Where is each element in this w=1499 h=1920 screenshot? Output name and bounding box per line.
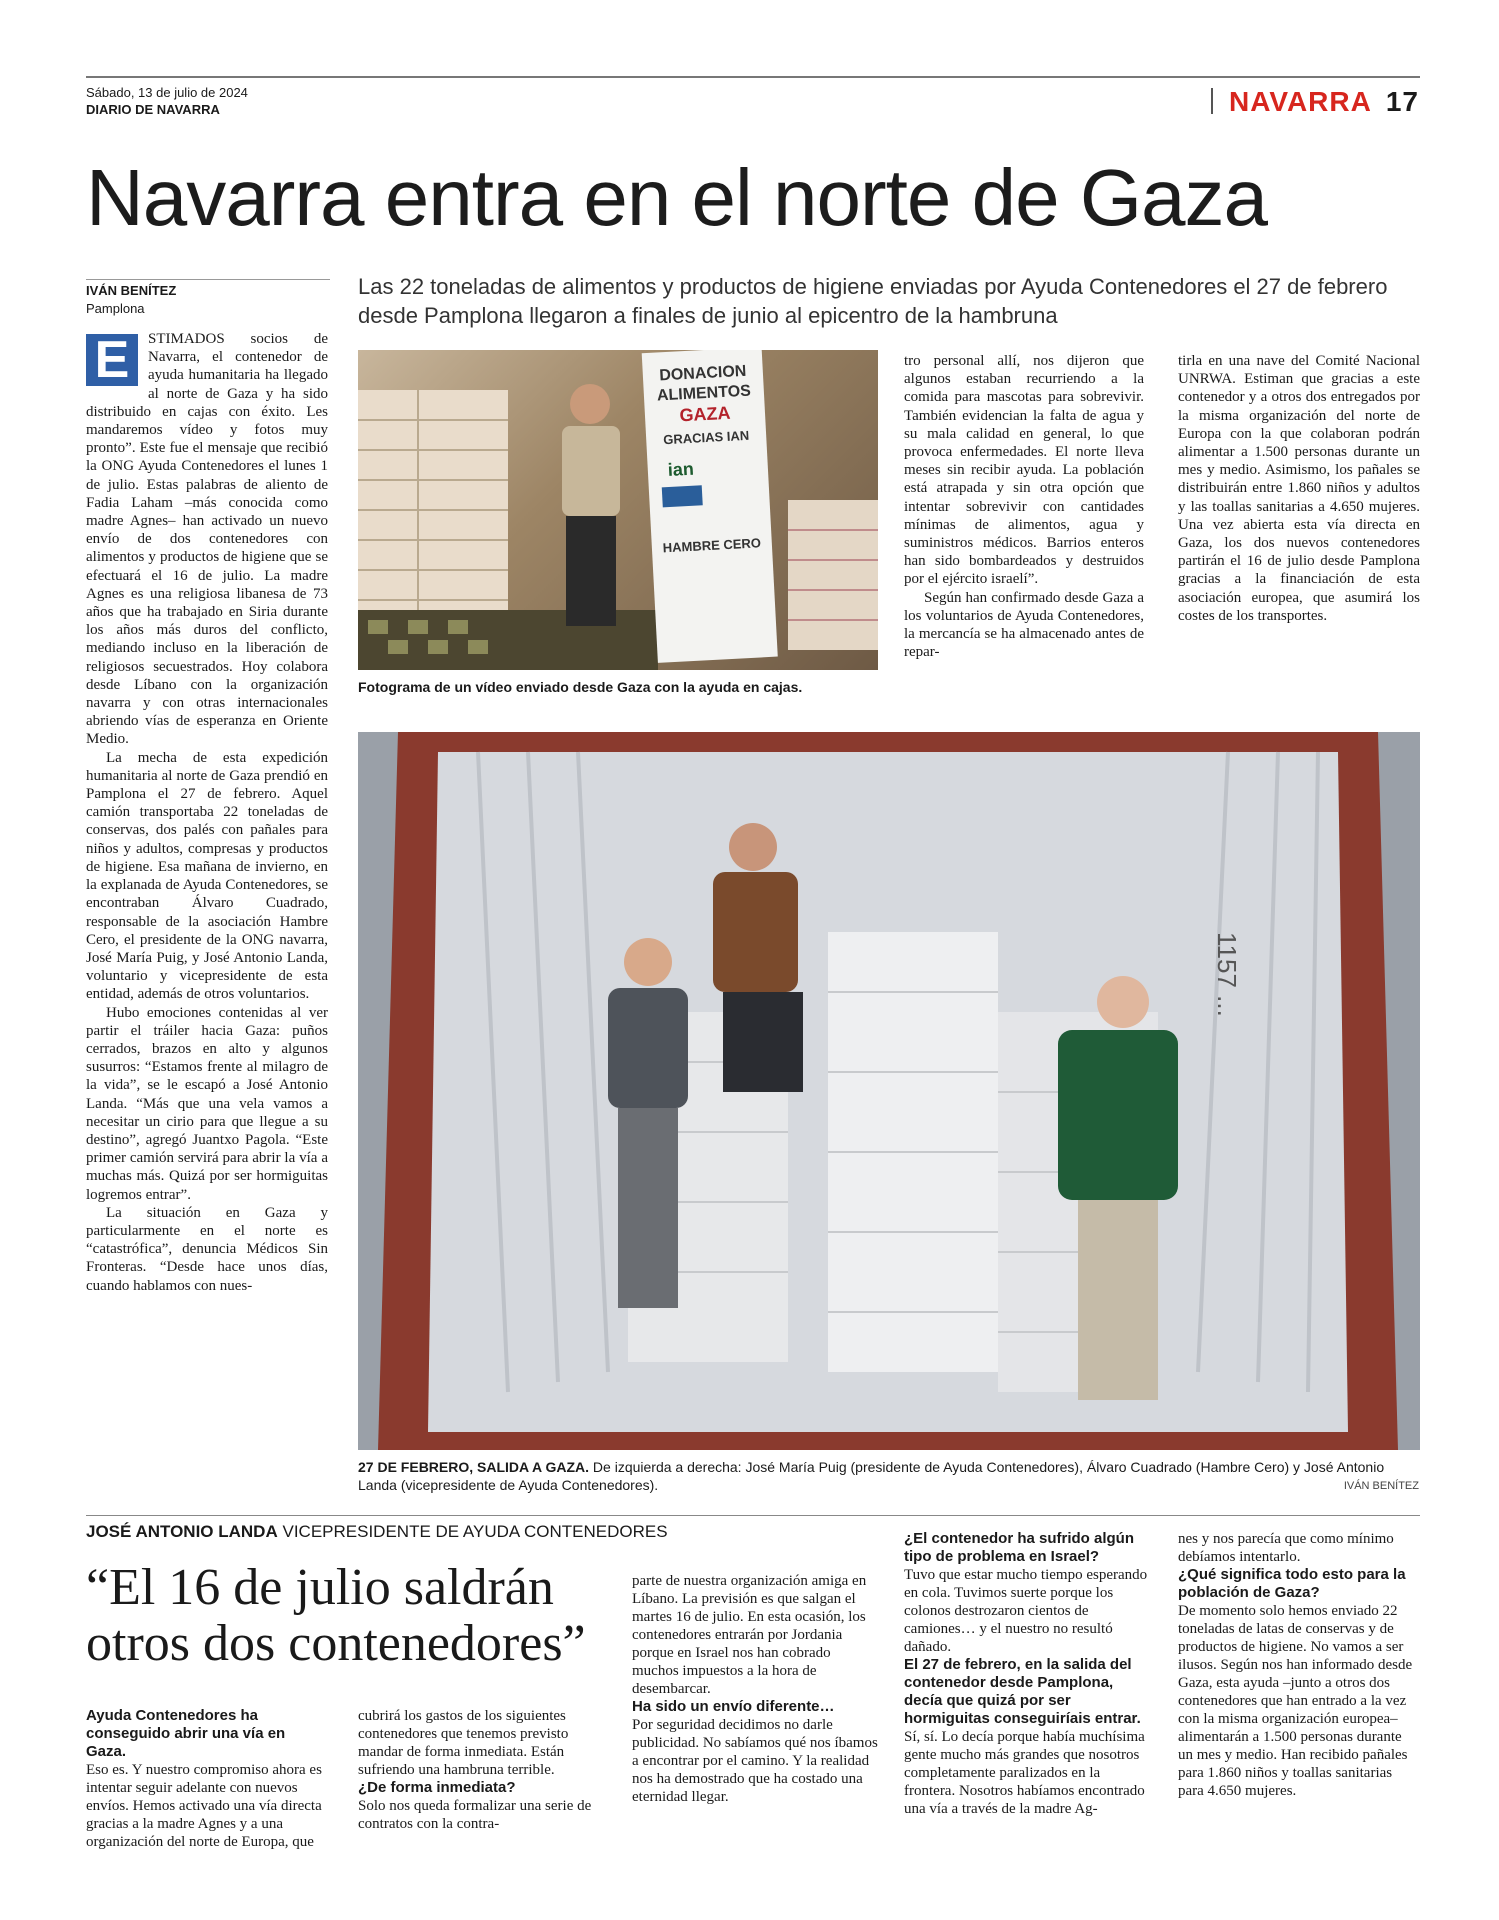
interview-question: ¿Qué significa todo esto para la población de Gaza?: [1178, 1566, 1406, 1601]
interview-answer: cubrirá los gastos de los siguientes contenedores que tenemos previsto mandar de forma inmediata. Están sufriendo una hambruna terrible.: [358, 1708, 569, 1778]
article-column-3: [904, 352, 1144, 692]
section-header: [1211, 86, 1419, 118]
byline: [86, 282, 176, 318]
sign-logo: ian: [667, 458, 695, 481]
interview-answer: Tuvo que estar mucho tiempo esperando en cola. Tuvimos suerte porque los colonos destrozaron cientos de camiones… y el nuestro no resultó dañado.: [904, 1567, 1148, 1655]
interview-column-3: [632, 1572, 880, 1806]
interview-question: Ayuda Contenedores ha conseguido abrir una vía en Gaza.: [86, 1707, 286, 1760]
newspaper-name: DIARIO DE NAVARRA: [86, 102, 220, 117]
body-paragraph: La situación en Gaza y particularmente en el norte es “catastrófica”, denuncia Médicos Sin Fronteras. “Desde hace unos días, cuando hablamos con nues-: [86, 1204, 328, 1294]
interview-column-4: [904, 1530, 1152, 1818]
main-headline: Navarra entra en el norte de Gaza: [86, 153, 1268, 242]
interview-answer: nes y nos parecía que como mínimo debíamos intentarlo.: [1178, 1531, 1394, 1565]
section-divider: [1211, 88, 1213, 114]
article-column-4: [1178, 352, 1420, 692]
body-paragraph: E STIMADOS socios de Navarra, el contenedor de ayuda humanitaria ha llegado al norte de Gaza y ha sido distribuido en cajas con éxito. Les mandaremos vídeo y fotos muy pronto”. Este fue el mensaje que recibió la ONG Ayuda Contenedores el lunes 1 de julio. Estas palabras de aliento de Fadia Laham –más conocida como madre Agnes– han activado un nuevo envío de dos contenedores con alimentos y productos de higiene que se efectuará el 16 de julio. La madre Agnes es una religiosa libanesa de 73 años que ha trabajado en Siria durante los años más duros del conflicto, mediando incluso en la liberación de religiosos secuestrados. Hoy colabora desde Líbano con la organización navarra y con otras internacionales abriendo vías de esperanza en Oriente Medio.: [86, 331, 328, 748]
photo1-caption: Fotograma de un vídeo enviado desde Gaza con la ayuda en cajas.: [358, 679, 803, 695]
photo-aid-boxes: [358, 350, 878, 670]
interview-question: ¿De forma inmediata?: [358, 1779, 516, 1796]
interview-question: Ha sido un envío diferente…: [632, 1698, 835, 1715]
interview-question: ¿El contenedor ha sufrido algún tipo de problema en Israel?: [904, 1530, 1135, 1565]
byline-rule: [86, 279, 330, 280]
sign-line-2: ALIMENTOS: [656, 382, 752, 405]
drop-cap: E: [86, 334, 138, 386]
top-rule: [86, 76, 1420, 78]
author-location: Pamplona: [86, 301, 145, 316]
interview-rule: [86, 1515, 1420, 1516]
photo-aid-boxes-illustration: [358, 350, 878, 670]
photo-container-illustration: [358, 732, 1420, 1450]
body-paragraph: tro personal allí, nos dijeron que algunos estaban recurriendo a la comida para mascotas para sobrevivir. También evidencian la falta de agua y su mala calidad en general, lo que provoca enfermedades. El norte lleva meses sin recibir ayuda. La población está atrapada y sin otra opción que intentar sobrevivir con cantidades mínimas de alimentos, agua y suministros médicos. Barrios enteros han sido bombardeados y destruidos por el ejército israelí”.: [904, 353, 1144, 588]
interview-answer: Por seguridad decidimos no darle publicidad. No sabíamos qué nos íbamos a encontrar por el camino. Y la realidad nos ha demostrado que ha costado una eternidad llegar.: [632, 1717, 878, 1805]
section-name: NAVARRA: [1229, 86, 1372, 117]
interview-answer: Solo nos queda formalizar una serie de contratos con la contra-: [358, 1798, 592, 1832]
article-column-1: [86, 330, 328, 1490]
interview-column-1: [86, 1707, 328, 1851]
interviewee-role: VICEPRESIDENTE DE AYUDA CONTENEDORES: [282, 1522, 668, 1541]
photo2-caption-lead: 27 DE FEBRERO, SALIDA A GAZA.: [358, 1459, 590, 1475]
interview-headline: “El 16 de julio saldrán otros dos contenedores”: [86, 1559, 586, 1672]
photo2-caption: [358, 1458, 1420, 1494]
body-paragraph: Hubo emociones contenidas al ver partir el tráiler hacia Gaza: puños cerrados, brazos en alto y algunos susurros: “Estamos frente al milagro de la vida”, se le escapó a José Antonio Landa. “Más que una vela vamos a necesitar un cirio para que llegue a su destino”, agregó Juantxo Pagola. “Este primer camión servirá para abrir la vía a muchas más. Quizá por ser hormiguitas logremos entrar”.: [86, 1004, 328, 1203]
interview-answer: Eso es. Y nuestro compromiso ahora es intentar seguir adelante con nuevos envíos. Hemos activado una vía directa gracias a la madre Agnes y a una organización del norte de Europa, que: [86, 1762, 322, 1850]
interview-column-5: [1178, 1530, 1420, 1800]
interview-column-2: [358, 1707, 602, 1833]
author-name: IVÁN BENÍTEZ: [86, 283, 177, 298]
sign-line-4: GRACIAS IAN: [662, 427, 750, 448]
issue-date: Sábado, 13 de julio de 2024: [86, 85, 248, 100]
article-subtitle: Las 22 toneladas de alimentos y productos de higiene enviadas por Ayuda Contenedores el 27 de febrero desde Pamplona llegaron a finales de junio al epicentro de la hambruna: [358, 274, 1388, 328]
body-paragraph: tirla en una nave del Comité Nacional UNRWA. Estiman que gracias a este contenedor y a otros dos entregados por la misma organización del norte de Europa con la que colaboran podrán alimentar a 1.500 personas durante un mes y medio. Asimismo, los pañales se distribuirán entre 1.860 niños y adultos y las toallas sanitarias a 4.650 mujeres. Una vez abierta esta vía directa en Gaza, los dos nuevos contenedores partirán el 16 de julio desde Pamplona gracias a la financiación de esta asociación europea, que asumirá los costes de los transportes.: [1178, 353, 1420, 624]
photo2-caption-text: De izquierda a derecha: José María Puig (presidente de Ayuda Contenedores), Álvaro Cuadrado (Hambre Cero) y José Antonio Landa (vicepresidente de Ayuda Contenedores).: [358, 1459, 1385, 1493]
body-paragraph: Según han confirmado desde Gaza a los voluntarios de Ayuda Contenedores, la mercancía se ha almacenado antes de repar-: [904, 589, 1144, 661]
container-mark: 1157 ...: [1212, 932, 1242, 1017]
sign-line-3: GAZA: [678, 402, 731, 426]
interviewee-label: [86, 1522, 668, 1542]
photo-container-team: [358, 732, 1420, 1450]
interview-answer: Sí, sí. Lo decía porque había muchísima gente mucho más grandes que nosotros completamente paralizados en la frontera. Nosotros habíamos encontrado una vía a través de la madre Ag-: [904, 1729, 1145, 1817]
interview-answer: De momento solo hemos enviado 22 toneladas de latas de conservas y de productos de higiene. No vamos a ser ilusos. Según nos han informado desde Gaza, esta ayuda –junto a otros dos contenedores que han entrado a la vez con la misma organización europea– alimentarán a 1.500 personas durante un mes y medio. Han recibido pañales para 1.860 niños y toallas sanitarias para 4.650 mujeres.: [1178, 1603, 1413, 1799]
interview-question: El 27 de febrero, en la salida del contenedor desde Pamplona, decía que quizá por ser hormiguitas conseguiríais entrar.: [904, 1656, 1141, 1727]
sign-bottom: HAMBRE CERO: [662, 535, 762, 556]
sign-line-1: DONACION: [658, 362, 747, 385]
interviewee-name: JOSÉ ANTONIO LANDA: [86, 1522, 278, 1541]
photo-credit: IVÁN BENÍTEZ: [1343, 1480, 1419, 1492]
interview-answer: parte de nuestra organización amiga en Líbano. La previsión es que salgan el martes 16 de julio. En esta ocasión, los contenedores entrarán por Jordania porque en Israel nos han cobrado muchos impuestos a la hora de desembarcar.: [632, 1573, 867, 1697]
page-number: 17: [1385, 86, 1419, 117]
body-paragraph: La mecha de esta expedición humanitaria al norte de Gaza prendió en Pamplona el 27 de febrero. Aquel camión transportaba 22 toneladas de conservas, dos palés con pañales para niños y adultos, compresas y productos de higiene. Esa mañana de invierno, en la explanada de Ayuda Contenedores, se encontraban Álvaro Cuadrado, responsable de la asociación Hambre Cero, el presidente de la ONG navarra, José María Puig, y José Antonio Landa, voluntario y vicepresidente de esta entidad, además de otros voluntarios.: [86, 749, 328, 1003]
page-meta: [86, 84, 248, 118]
